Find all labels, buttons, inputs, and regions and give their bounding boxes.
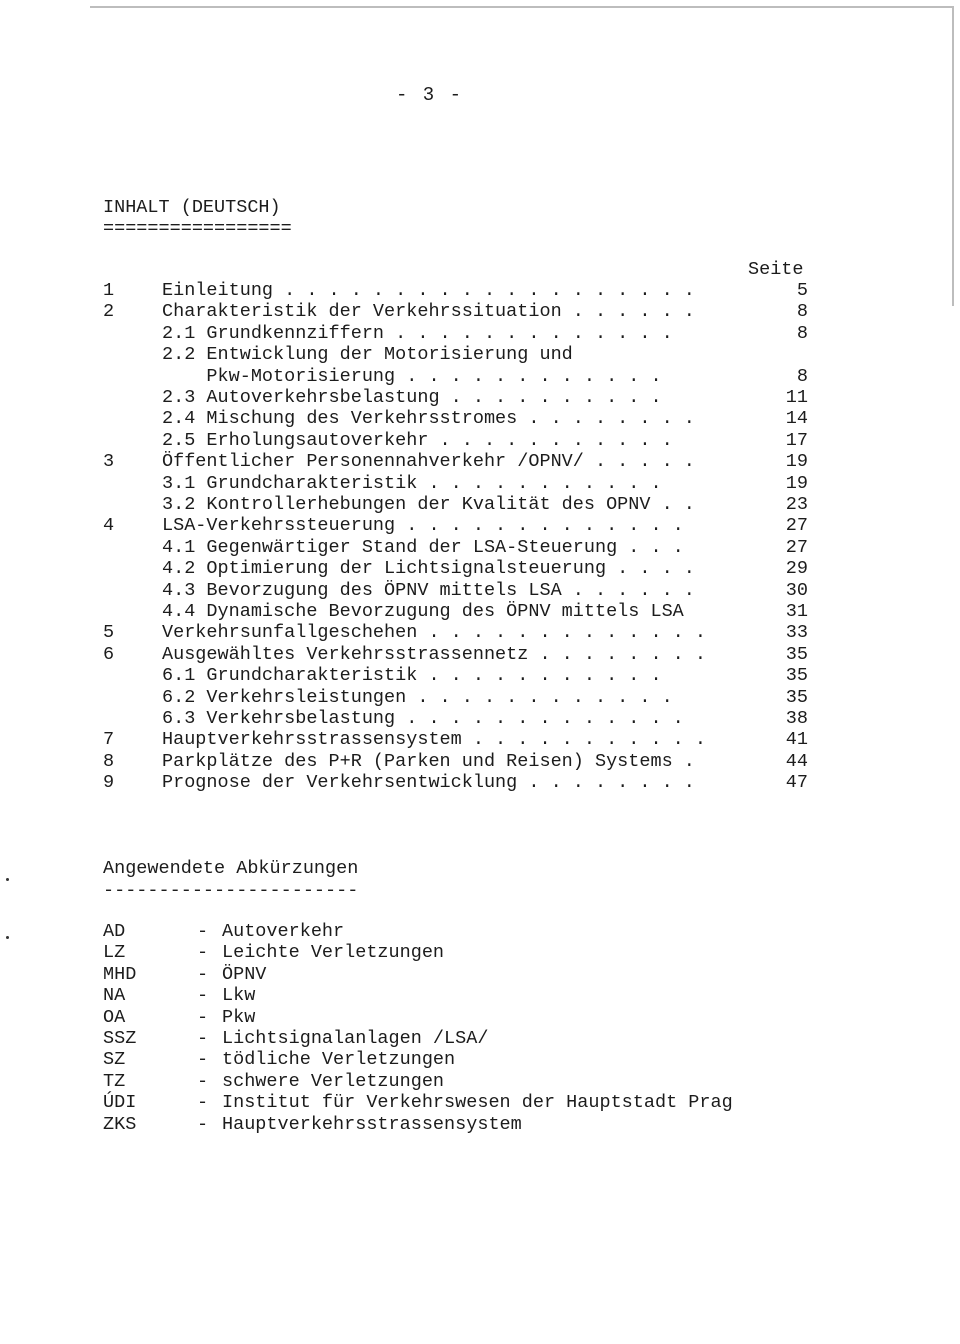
toc-entry-title: 4.3 Bevorzugung des ÖPNV mittels LSA . . . . . .: [162, 579, 695, 601]
toc-entry: [0, 408, 960, 429]
toc-entry: [0, 772, 960, 793]
abbreviation-row: [0, 1114, 960, 1135]
toc-entry-page: 8: [796, 322, 808, 344]
abbreviation-row: [0, 964, 960, 985]
toc-entry-page: 23: [785, 494, 808, 515]
toc-entry-title: Pkw-Motorisierung . . . . . . . . . . . .: [162, 365, 662, 387]
abbreviation-code: OA: [103, 1006, 126, 1028]
toc-entry: [0, 708, 960, 729]
toc-entry-title: 4.1 Gegenwärtiger Stand der LSA-Steuerung . . .: [162, 536, 684, 558]
abbreviation-dash: -: [197, 1092, 209, 1114]
toc-entry-page: 41: [785, 729, 808, 751]
toc-entry-page: 27: [785, 536, 808, 558]
toc-entry-page: 8: [796, 365, 808, 387]
toc-entry-number: 7: [103, 729, 115, 751]
toc-entry: [0, 387, 960, 408]
abbreviation-meaning: Institut für Verkehrswesen der Hauptstadt Prag: [222, 1092, 733, 1114]
toc-entry-title: 2.3 Autoverkehrsbelastung . . . . . . . . . .: [162, 387, 662, 408]
toc-entry-page: 29: [785, 558, 808, 580]
abbreviation-dash: -: [197, 1113, 209, 1135]
toc-entry-title: 3.2 Kontrollerhebungen der Kvalität des OPNV . .: [162, 494, 695, 515]
toc-entry-page: 11: [785, 387, 808, 408]
abbreviation-meaning: Lkw: [222, 985, 256, 1007]
scan-edge-right: [952, 6, 954, 306]
toc-entry-page: 19: [785, 472, 808, 494]
toc-entry-page: 35: [785, 686, 808, 708]
toc-entry-page: 8: [796, 301, 808, 323]
abbreviation-dash: -: [197, 921, 209, 942]
toc-entry-title: Prognose der Verkehrsentwicklung . . . . . . . .: [162, 772, 695, 794]
toc-title: INHALT (DEUTSCH): [103, 197, 281, 218]
toc-entry: [0, 601, 960, 622]
abbreviation-row: [0, 1028, 960, 1049]
toc-entry-number: 5: [103, 622, 115, 644]
abbreviation-code: ÚDI: [103, 1092, 137, 1114]
abbreviation-code: NA: [103, 985, 126, 1007]
toc-entry-title: Charakteristik der Verkehrssituation . . . . . .: [162, 301, 695, 323]
abbreviation-meaning: Lichtsignalanlagen /LSA/: [222, 1028, 489, 1049]
toc-entry-page: 5: [796, 280, 808, 301]
abbreviation-code: MHD: [103, 963, 137, 985]
toc-entry: [0, 622, 960, 643]
toc-entry: [0, 687, 960, 708]
toc-entry-number: 2: [103, 301, 115, 323]
toc-entry: [0, 323, 960, 344]
abbreviation-row: [0, 921, 960, 942]
abbreviation-meaning: schwere Verletzungen: [222, 1070, 445, 1092]
abbreviation-row: [0, 1049, 960, 1070]
toc-entry-number: 9: [103, 772, 115, 794]
toc-entry: [0, 473, 960, 494]
toc-entry-number: 4: [103, 515, 115, 537]
toc-entry-number: 6: [103, 643, 115, 665]
toc-entry-page: 47: [785, 772, 808, 794]
toc-entry-page: 30: [785, 579, 808, 601]
toc-entry-title: 2.4 Mischung des Verkehrsstromes . . . . . . . .: [162, 408, 695, 430]
abbreviation-code: SZ: [103, 1049, 126, 1071]
toc-entry-page: 27: [785, 515, 808, 537]
toc-entry: [0, 515, 960, 536]
toc-entry-page: 44: [785, 750, 808, 772]
toc-entry: [0, 729, 960, 750]
abbreviation-meaning: Hauptverkehrsstrassensystem: [222, 1113, 522, 1135]
toc-entry-title: 6.3 Verkehrsbelastung . . . . . . . . . . . . .: [162, 708, 684, 729]
abbreviation-meaning: tödliche Verletzungen: [222, 1049, 456, 1071]
abbreviation-row: [0, 1071, 960, 1092]
abbreviations-title-underline: -----------------------: [103, 880, 359, 901]
toc-entry-title: 4.2 Optimierung der Lichtsignalsteuerung . . . .: [162, 558, 695, 580]
abbreviation-code: AD: [103, 921, 126, 942]
abbreviation-dash: -: [197, 1028, 209, 1049]
abbreviation-meaning: Pkw: [222, 1006, 256, 1028]
toc-entry-title: 2.1 Grundkennziffern . . . . . . . . . . . . .: [162, 322, 673, 344]
toc-entry-title: 3.1 Grundcharakteristik . . . . . . . . . . .: [162, 472, 662, 494]
abbreviation-dash: -: [197, 1049, 209, 1071]
toc-entry: [0, 558, 960, 579]
toc-entry-title: Parkplätze des P+R (Parken und Reisen) Systems .: [162, 750, 695, 772]
toc-entry-title: Öffentlicher Personennahverkehr /OPNV/ . . . . .: [162, 451, 695, 473]
toc-entry-title: 4.4 Dynamische Bevorzugung des ÖPNV mittels LSA: [162, 601, 684, 622]
toc-entry-title: LSA-Verkehrssteuerung . . . . . . . . . . . . .: [162, 515, 684, 537]
abbreviation-dash: -: [197, 1006, 209, 1028]
abbreviation-dash: -: [197, 942, 209, 964]
toc-entry: [0, 580, 960, 601]
abbreviation-row: [0, 942, 960, 963]
scan-edge-top: [90, 6, 954, 8]
toc-entry-title: 2.5 Erholungsautoverkehr . . . . . . . . . . .: [162, 429, 673, 451]
toc-entry-title: Einleitung . . . . . . . . . . . . . . . . . . .: [162, 280, 695, 301]
toc-title-underline: =================: [103, 218, 292, 239]
abbreviation-row: [0, 1092, 960, 1113]
toc-entry-title: 2.2 Entwicklung der Motorisierung und: [162, 344, 573, 366]
toc-entry-title: Verkehrsunfallgeschehen . . . . . . . . . . . . .: [162, 622, 706, 644]
toc-entry: [0, 665, 960, 686]
scan-speck: [6, 878, 9, 881]
page-number: - 3 -: [396, 84, 464, 106]
toc-entry: [0, 366, 960, 387]
toc-entry: [0, 280, 960, 301]
abbreviation-meaning: ÖPNV: [222, 963, 267, 985]
page-column-header: Seite: [748, 259, 804, 280]
abbreviation-meaning: Leichte Verletzungen: [222, 942, 445, 964]
toc-entry-number: 3: [103, 451, 115, 473]
toc-entry: [0, 301, 960, 322]
toc-entry-title: 6.1 Grundcharakteristik . . . . . . . . . . .: [162, 665, 662, 687]
toc-entry-number: 1: [103, 280, 115, 301]
abbreviation-row: [0, 985, 960, 1006]
toc-entry: [0, 430, 960, 451]
abbreviation-dash: -: [197, 963, 209, 985]
toc-entry-page: 38: [785, 708, 808, 729]
abbreviation-code: TZ: [103, 1070, 126, 1092]
toc-entry: [0, 344, 960, 365]
abbreviation-code: ZKS: [103, 1113, 137, 1135]
abbreviation-code: LZ: [103, 942, 126, 964]
abbreviation-meaning: Autoverkehr: [222, 921, 345, 942]
toc-entry-title: 6.2 Verkehrsleistungen . . . . . . . . . . . .: [162, 686, 673, 708]
toc-entry: [0, 644, 960, 665]
toc-entry: [0, 751, 960, 772]
toc-entry-page: 35: [785, 665, 808, 687]
toc-entry: [0, 451, 960, 472]
toc-entry-page: 17: [785, 429, 808, 451]
toc-entry-page: 31: [785, 601, 808, 622]
abbreviation-row: [0, 1007, 960, 1028]
abbreviation-code: SSZ: [103, 1028, 137, 1049]
toc-entry-page: 35: [785, 643, 808, 665]
abbreviation-dash: -: [197, 985, 209, 1007]
toc-entry-title: Ausgewähltes Verkehrsstrassennetz . . . . . . . .: [162, 643, 706, 665]
toc-entry-page: 14: [785, 408, 808, 430]
toc-entry-page: 33: [785, 622, 808, 644]
toc-entry-number: 8: [103, 750, 115, 772]
toc-entry-page: 19: [785, 451, 808, 473]
abbreviations-title: Angewendete Abkürzungen: [103, 858, 359, 879]
toc-entry: [0, 494, 960, 515]
toc-entry-title: Hauptverkehrsstrassensystem . . . . . . . . . . .: [162, 729, 706, 751]
abbreviation-dash: -: [197, 1070, 209, 1092]
toc-entry: [0, 537, 960, 558]
